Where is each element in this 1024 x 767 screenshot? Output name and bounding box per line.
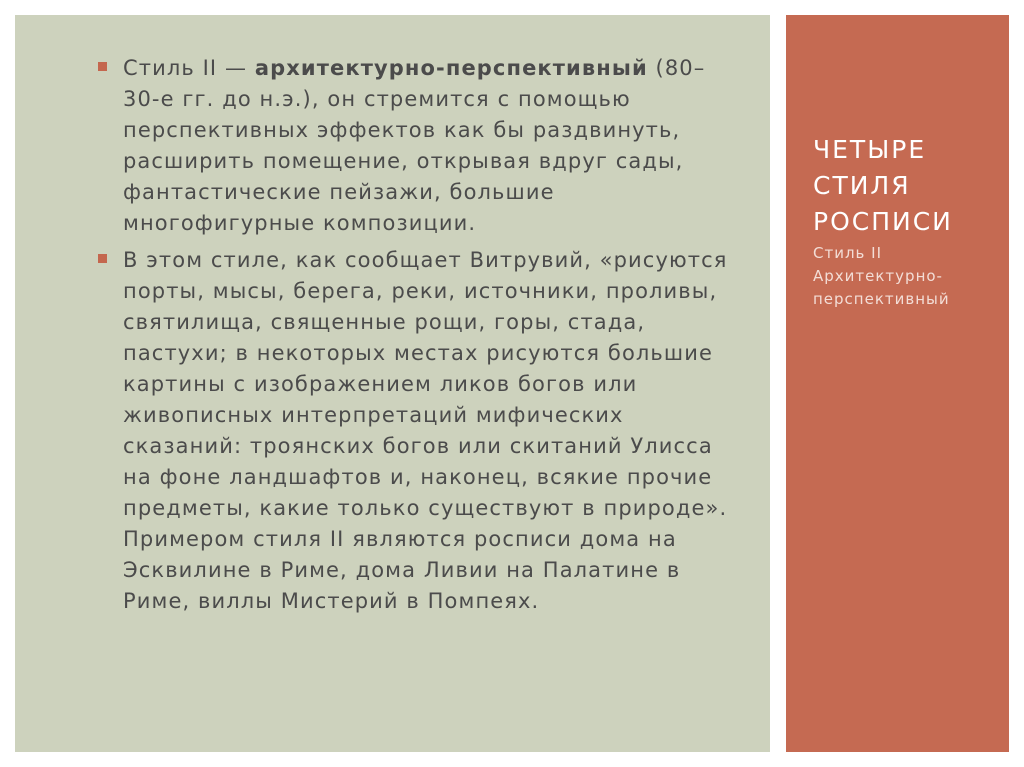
bullet-item-style-definition <box>95 53 735 239</box>
bullet-list <box>95 53 735 623</box>
bullet-item-vitruvius-quote <box>95 245 735 617</box>
sidebar-panel <box>786 15 1009 752</box>
bullet-square-icon <box>98 62 107 71</box>
bullet-body-text: (80–30-е гг. до н.э.), он стремится с помощью перспективных эффектов как бы раздвинуть, расширить помещение, открывая вдруг сады, фантастические пейзажи, большие многофигурные композиции. <box>123 56 706 235</box>
slide-title: ЧЕТЫРЕ СТИЛЯ РОСПИСИ <box>813 135 953 236</box>
bullet-square-icon <box>98 254 107 263</box>
content-panel <box>15 15 770 752</box>
bullet-lead-text: Стиль II — <box>123 56 255 80</box>
bullet-bold-term: архитектурно-перспективный <box>254 56 648 80</box>
slide-subtitle <box>813 242 1003 311</box>
subtitle-line-name: Архитектурно-перспективный <box>813 267 950 308</box>
bullet-body-text: В этом стиле, как сообщает Витрувий, «рисуются порты, мысы, берега, реки, источники, проливы, святилища, священные рощи, горы, стада, пастухи; в некоторых местах рисуются большие картины с изображением ликов богов или живописных интерпретаций мифических сказаний: троянских богов или скитаний Улисса на фоне ландшафтов и, наконец, всякие прочие предметы, какие только существуют в природе». Примером стиля II являются росписи дома на Эсквилине в Риме, дома Ливии на Палатине в Риме, виллы Мистерий в Помпеях. <box>123 248 728 613</box>
subtitle-line-style: Стиль II <box>813 244 883 262</box>
